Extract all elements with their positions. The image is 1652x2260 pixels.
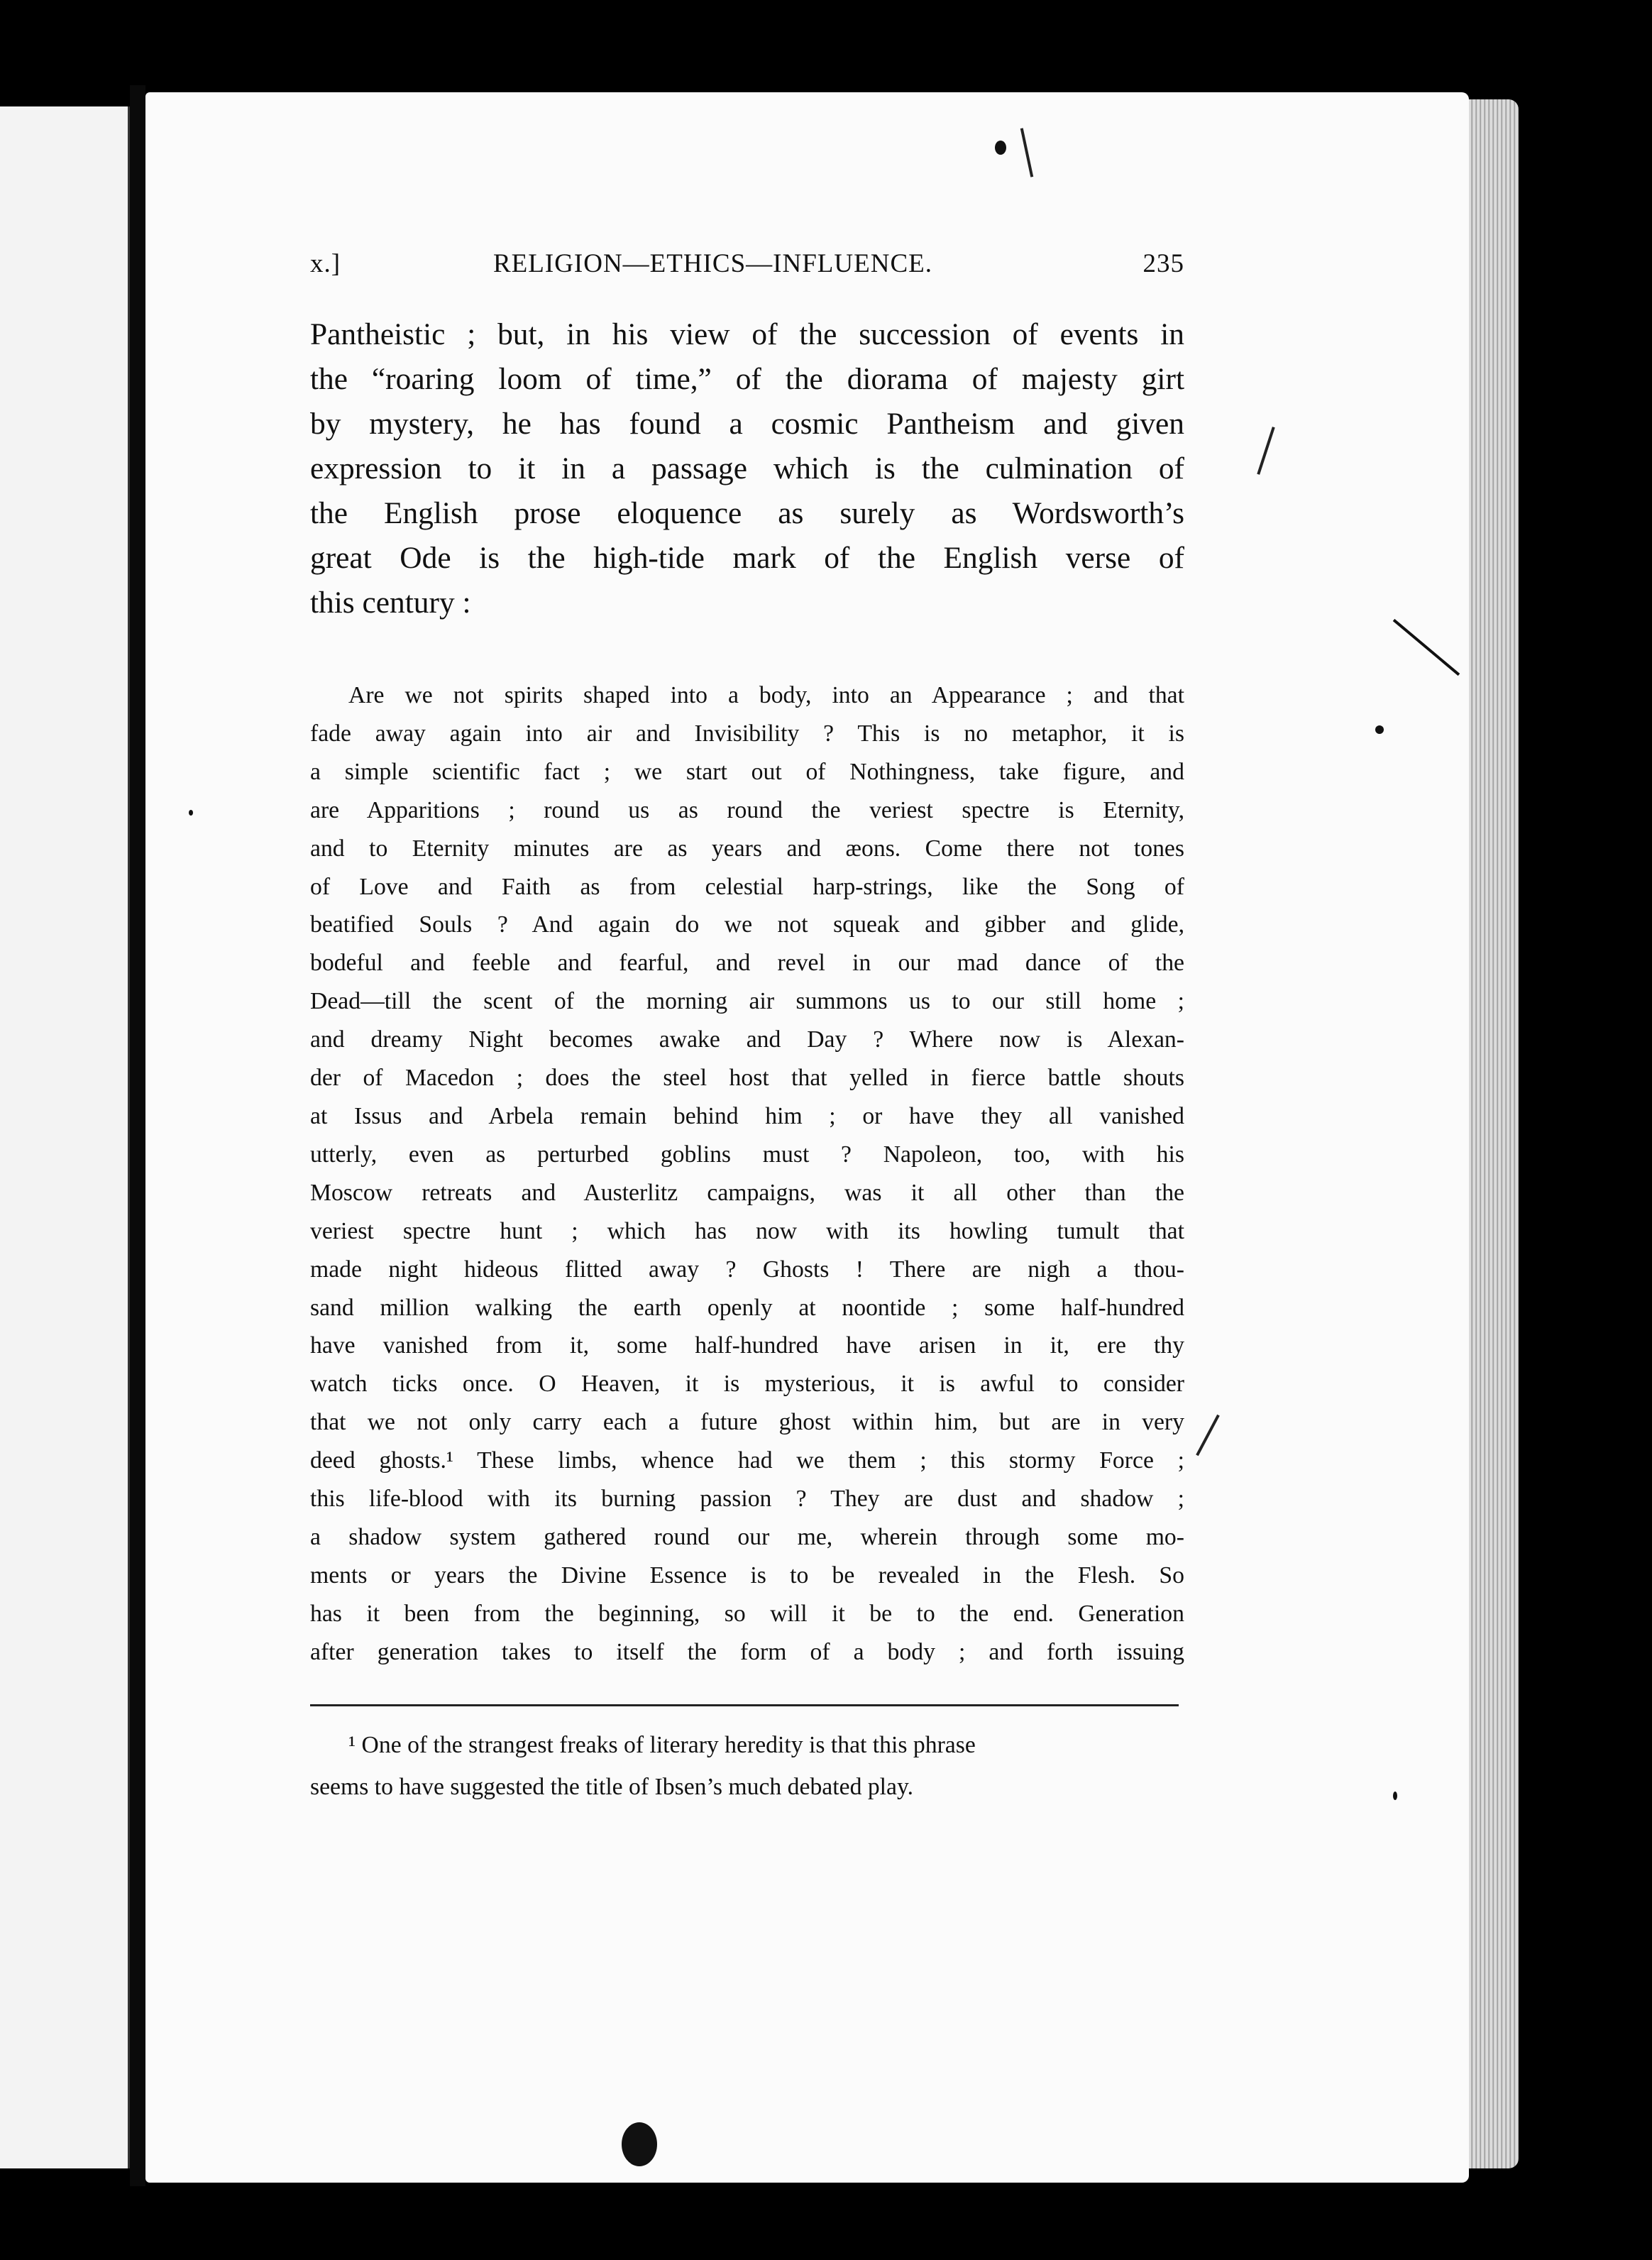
quote-line: of Love and Faith as from celestial harp-strings, like the Song of	[310, 873, 1184, 900]
footnote-line: seems to have suggested the title of Ibsen’s much debated play.	[310, 1773, 914, 1800]
scan-speck	[1375, 725, 1384, 734]
quote-line: watch ticks once. O Heaven, it is mysterious, it is awful to consider	[310, 1371, 1184, 1398]
paragraph-line: by mystery, he has found a cosmic Pantheism and given	[310, 407, 1184, 441]
quote-line: sand million walking the earth openly at noontide ; some half-hundred	[310, 1294, 1184, 1321]
paragraph-line: the English prose eloquence as surely as Wordsworth’s	[310, 496, 1184, 530]
quote-line: a simple scientific fact ; we start out of Nothingness, take figure, and	[310, 758, 1184, 785]
quote-line: that we not only carry each a future ghost within him, but are in very	[310, 1409, 1184, 1436]
quote-line: a shadow system gathered round our me, wherein through some mo-	[310, 1523, 1184, 1550]
scan-speck	[1393, 1792, 1397, 1800]
quote-line: Moscow retreats and Austerlitz campaigns, was it all other than the	[310, 1179, 1184, 1206]
paragraph-line: the “roaring loom of time,” of the diorama of majesty girt	[310, 362, 1184, 396]
quote-line: has it been from the beginning, so will it be to the end. Generation	[310, 1600, 1184, 1627]
scan-speck	[189, 810, 193, 816]
quote-line: veriest spectre hunt ; which has now with its howling tumult that	[310, 1217, 1184, 1244]
quote-line: deed ghosts.¹ These limbs, whence had we them ; this stormy Force ;	[310, 1447, 1184, 1474]
quote-line: Are we not spirits shaped into a body, into an Appearance ; and that	[348, 682, 1184, 708]
quote-line: fade away again into air and Invisibility ? This is no metaphor, it is	[310, 720, 1184, 747]
quote-line: at Issus and Arbela remain behind him ; or have they all vanished	[310, 1102, 1184, 1129]
quote-line: made night hideous flitted away ? Ghosts ! There are nigh a thou-	[310, 1256, 1184, 1283]
page-number: 235	[1142, 249, 1184, 278]
page-content	[310, 234, 1184, 1808]
block-quotation	[310, 676, 1184, 1672]
paragraph-line: great Ode is the high-tide mark of the English verse of	[310, 541, 1184, 575]
paragraph-line: this century :	[310, 586, 471, 620]
book-gutter	[130, 85, 145, 2186]
paragraph-line: Pantheistic ; but, in his view of the succession of events in	[310, 317, 1184, 351]
scan-speck	[622, 2122, 657, 2166]
quote-line: beatified Souls ? And again do we not squeak and gibber and glide,	[310, 911, 1184, 938]
paragraph-line: expression to it in a passage which is the culmination of	[310, 451, 1184, 486]
quote-line: and dreamy Night becomes awake and Day ? Where now is Alexan-	[310, 1026, 1184, 1053]
quote-line: have vanished from it, some half-hundred have arisen in it, ere thy	[310, 1332, 1184, 1359]
footnote-line: ¹ One of the strangest freaks of literary heredity is that this phrase	[348, 1731, 976, 1758]
quote-line: utterly, even as perturbed goblins must ? Napoleon, too, with his	[310, 1141, 1184, 1168]
body-paragraph	[310, 312, 1184, 625]
quote-line: after generation takes to itself the form of a body ; and forth issuing	[310, 1638, 1184, 1665]
left-page-edge	[0, 106, 130, 2168]
running-head	[310, 234, 1184, 277]
chapter-number: x.]	[310, 249, 341, 278]
quote-line: and to Eternity minutes are as years and æons. Come there not tones	[310, 835, 1184, 862]
quote-line: this life-blood with its burning passion ? They are dust and shadow ;	[310, 1486, 1184, 1513]
footnote	[310, 1724, 1184, 1808]
footnote-rule	[310, 1704, 1179, 1706]
quote-line: Dead—till the scent of the morning air summons us to our still home ;	[310, 988, 1184, 1015]
quote-line: der of Macedon ; does the steel host that yelled in fierce battle shouts	[310, 1065, 1184, 1092]
page-stack-edge	[1469, 99, 1519, 2168]
scan-speck	[995, 141, 1006, 155]
quote-line: are Apparitions ; round us as round the veriest spectre is Eternity,	[310, 796, 1184, 823]
running-title: RELIGION—ETHICS—INFLUENCE.	[493, 249, 932, 278]
quote-line: bodeful and feeble and fearful, and revel in our mad dance of the	[310, 950, 1184, 977]
quote-line: ments or years the Divine Essence is to be revealed in the Flesh. So	[310, 1562, 1184, 1589]
